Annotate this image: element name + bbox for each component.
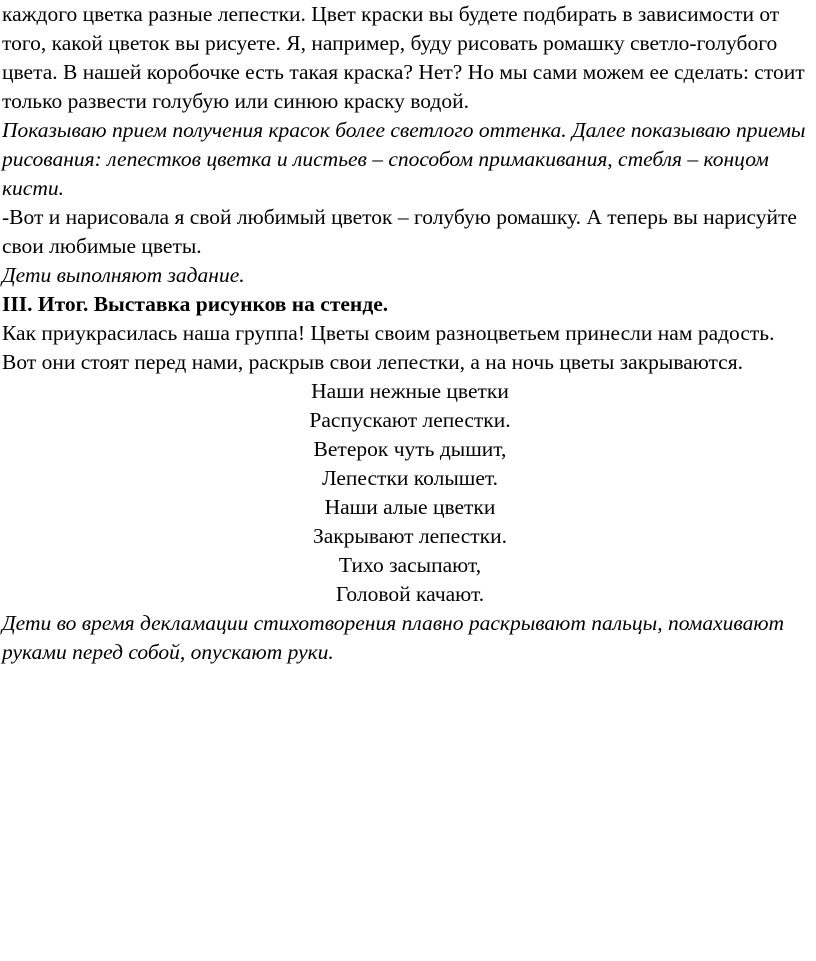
poem-line: Тихо засыпают, [338,553,482,577]
paragraph-children-task: Дети выполняют задание. [2,263,245,287]
paragraph-teacher-speech: -Вот и нарисовала я свой любимый цветок – голубую ромашку. А теперь вы нарисуйте свои любимые цветы. [2,205,797,258]
poem-line: Ветерок чуть дышит, [313,437,507,461]
poem-line: Наши алые цветки [324,495,496,519]
section-heading: III. Итог. Выставка рисунков на стенде. [2,292,389,316]
poem-line: Наши нежные цветки [311,379,509,403]
paragraph-declamation-note: Дети во время декламации стихотворения плавно раскрывают пальцы, помахивают руками перед собой, опускают руки. [2,611,785,664]
poem-line: Распускают лепестки. [309,408,511,432]
poem [2,377,816,609]
paragraph-group-decorated: Как приукрасилась наша группа! Цветы своим разноцветьем принесли нам радость. Вот они стоят перед нами, раскрыв свои лепестки, а на ночь цветы закрываются. [2,321,775,374]
document-body [2,0,808,667]
poem-line: Закрывают лепестки. [312,524,508,548]
poem-line: Головой качают. [335,582,485,606]
poem-line: Лепестки колышет. [321,466,499,490]
paragraph-intro: каждого цветка разные лепестки. Цвет краски вы будете подбирать в зависимости от того, какой цветок вы рисуете. Я, например, буду рисовать ромашку светло-голубого цвета. В нашей коробочке есть такая краска? Нет? Но мы сами можем ее сделать: стоит только развести голубую или синюю краску водой. [2,2,805,113]
paragraph-teacher-shows: Показываю прием получения красок более светлого оттенка. Далее показываю приемы рисования: лепестков цветка и листьев – способом примакивания, стебля – концом кисти. [2,118,806,200]
